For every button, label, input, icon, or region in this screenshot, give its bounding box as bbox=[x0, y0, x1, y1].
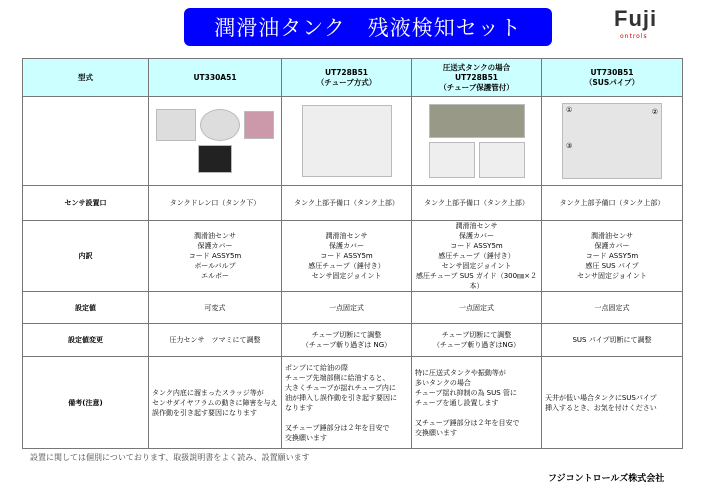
table-cell: 一点固定式 bbox=[542, 292, 683, 324]
table-cell: 潤滑油センサ 保護カバー コード ASSY5m 感圧チューブ（錘付き） センサ固定ジョイント bbox=[282, 221, 412, 292]
table-row bbox=[23, 324, 683, 357]
row-label: 内訳 bbox=[23, 221, 149, 292]
table-cell: 潤滑油センサ 保護カバー コード ASSY5m ボールバルブ エルボー bbox=[149, 221, 282, 292]
table-cell: タンクドレン口（タンク下） bbox=[149, 186, 282, 221]
header-cell: 圧送式タンクの場合 UT728B51 （チューブ保護管付） bbox=[412, 59, 542, 97]
table-row bbox=[23, 221, 683, 292]
header-cell: UT730B51 （SUSパイプ） bbox=[542, 59, 683, 97]
table-cell: 特に圧送式タンクや振動等が 多いタンクの場合 チューブ揺れ抑制の為 SUS 管に チューブを通し設置します 又チューブ錘部分は２年を目安で 交換願います bbox=[412, 357, 542, 449]
table-cell: SUS パイプ切断にて調整 bbox=[542, 324, 683, 357]
company-name: フジコントロールズ株式会社 bbox=[548, 474, 665, 484]
product-photo bbox=[412, 97, 542, 186]
logo-sub: ontrols bbox=[620, 33, 648, 40]
product-photo bbox=[282, 97, 412, 186]
table-row bbox=[23, 186, 683, 221]
logo-main: Fuji bbox=[614, 6, 658, 31]
table-cell: ポンプにて給油の際 チューブ先端部側に給油すると、 大きくチューブが揺れチューブ内に 油が挿入し誤作動を引き起す要因に なります 又チューブ錘部分は２年を目安で 交換願います bbox=[282, 357, 412, 449]
content bbox=[22, 58, 682, 463]
row-label: 設定値変更 bbox=[23, 324, 149, 357]
table-cell: タンク内底に溜まったスラッジ等が センサダイヤフラムの動きに障害を与え 誤作動を引き起す要因になります bbox=[149, 357, 282, 449]
table-cell: チューブ切断にて調整 （チューブ斬り過ぎはNG） bbox=[412, 324, 542, 357]
product-photo bbox=[149, 97, 282, 186]
header-cell: 型式 bbox=[23, 59, 149, 97]
photo-row bbox=[23, 97, 683, 186]
photo-marker: ③ bbox=[566, 142, 573, 150]
row-label: 備考(注意) bbox=[23, 357, 149, 449]
table-cell: タンク上部予備口（タンク上部） bbox=[542, 186, 683, 221]
table-cell: 一点固定式 bbox=[412, 292, 542, 324]
page-title: 潤滑油タンク 残液検知セット bbox=[184, 8, 552, 46]
table-cell: 天井が低い場合タンクにSUSパイプ 挿入するとき、お気を付けください bbox=[542, 357, 683, 449]
table-row bbox=[23, 357, 683, 449]
table-cell: 潤滑油センサ 保護カバー コード ASSY5m 感圧チューブ（錘付き） センサ固定ジョイント 感圧チューブ SUS ガイド（300㎜×２本） bbox=[412, 221, 542, 292]
header-cell: UT330A51 bbox=[149, 59, 282, 97]
photo-marker: ① bbox=[566, 106, 573, 114]
table-cell: タンク上部予備口（タンク上部） bbox=[412, 186, 542, 221]
table-header-row bbox=[23, 59, 683, 97]
installation-footnote: 設置に関しては個別についております、取扱説明書をよく読み、設置願います bbox=[30, 453, 310, 462]
header-cell: UT728B51 （チューブ方式） bbox=[282, 59, 412, 97]
row-label: センサ設置口 bbox=[23, 186, 149, 221]
table-cell: 可変式 bbox=[149, 292, 282, 324]
table-row bbox=[23, 292, 683, 324]
product-photo bbox=[542, 97, 683, 186]
table-cell: 潤滑油センサ 保護カバー コード ASSY5m 感圧 SUS パイプ センサ固定ジョイント bbox=[542, 221, 683, 292]
fuji-logo bbox=[612, 8, 682, 44]
table-cell: 圧力センサ ツマミにて調整 bbox=[149, 324, 282, 357]
table-cell: 一点固定式 bbox=[282, 292, 412, 324]
table-cell: チューブ切断にて調整 （チューブ斬り過ぎは NG） bbox=[282, 324, 412, 357]
row-label: 設定値 bbox=[23, 292, 149, 324]
spec-table bbox=[22, 58, 683, 449]
photo-marker: ② bbox=[651, 108, 658, 116]
table-cell: タンク上部予備口（タンク上部） bbox=[282, 186, 412, 221]
